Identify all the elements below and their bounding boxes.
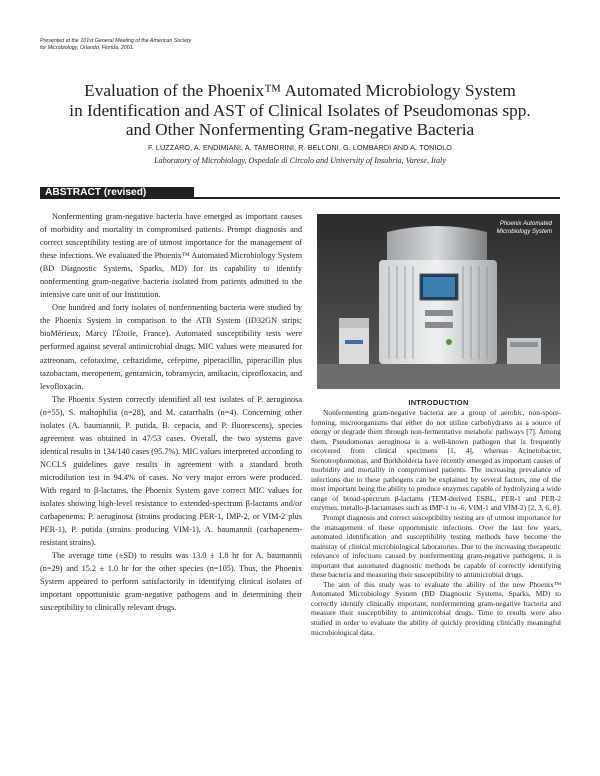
abstract-paragraph-2: One hundred and forty isolates of nonfermenting bacteria were studied by the Phoenix System in comparison to the ATB System (ID32GN strips; bioMérieux, Marcy l'Étoile, France). Automated susceptibility tests were performed against several antimicrobial drugs. MIC values were measured for aztreonam, cefotaxime, ceftazidime, cefepime, piperacillin, piperacillin plus tazobactam, meropenem, gentamicin, tobramycin, amikacin, ciprofloxacin, and levofloxacin. — [40, 303, 302, 391]
photo-caption — [497, 220, 552, 236]
photo-caption-line2: Microbiology System — [496, 229, 552, 235]
presentation-note — [40, 38, 340, 51]
abstract-header-bar — [40, 187, 560, 199]
abstract-paragraph-3: The Phoenix System correctly identified all test isolates of P. aeruginosa (n=55), S. maltophilia (n=28), and M. catarrhalis (n=4). Concerning other isolates (A. baumannii, P. putida, B. cepacia, and P. fluorescens), species agreement was obtained in 47/53 cases. Overall, the two systems gave identical results in 134/140 cases (95.7%). MIC values interpreted according to NCCLS guidelines gave results in agreement with a standard broth microdilution test in 94.4% of cases. No very major errors were produced. With regard to β-lactams, the Phoenix System gave correct MIC values for isolates showing high-level resistance to extended-spectrum β-lactams and/or carbapenems: P. aeruginosa (strains producing PER-1, IMP-2, or VIM-2 plus PER-1), P. putida (strains producing VIM-1), A. baumannii (carbapenem-resistant strains). — [40, 394, 302, 548]
introduction-paragraph-2: Prompt diagnosis and correct susceptibility testing are of utmost importance for the management of these opportunistic infections. Over the last few years, automated identification and susceptibility testing methods have become the mainstay of clinical microbiological laboratories. Due to the increasing therapeutic relevance of infections caused by nonfermenting gram-negative pathogens, it is important that automated diagnostic methods be capable of correctly identifying these bacteria and measuring their susceptibility to antimicrobial drugs. — [311, 513, 561, 580]
abstract-paragraph-4: The average time (±SD) to results was 13.0 ± 1.8 hr for A. baumannii (n=29) and 15.2 ± 1.0 hr for the other species (n=105). Thus, the Phoenix System appeared to perform satisfactorily in identifying clinical isolates of important opportunistic gram-negative pathogens and in determining their susceptibility to clinically relevant drugs. — [40, 551, 302, 613]
paper-title — [30, 81, 570, 140]
title-line-1: Evaluation of the Phoenix™ Automated Microbiology System — [84, 81, 516, 100]
instrument-photo — [317, 214, 560, 389]
abstract-paragraph-1: Nonfermenting gram-negative bacteria have emerged as important causes of morbidity and mortality in compromised patients. Prompt diagnosis and correct susceptibility testing are of utmost importance for the management of these infections. We evaluated the Phoenix™ Automated Microbiology System (BD Diagnostic Systems, Sparks, MD) for its capability to identify nonfermenting gram-negative bacteria isolated from patients admitted to the intensive care unit of our Institution. — [40, 212, 302, 300]
photo-caption-line1: Phoenix Automated — [499, 221, 552, 227]
author-list: F. LUZZARO, A. ENDIMIANI, A. TAMBORINI, R. BELLONI, G. LOMBARDI AND A. TONIOLO — [147, 143, 452, 152]
introduction-body — [311, 408, 561, 637]
affiliation: Laboratory of Microbiology, Ospedale di Circolo and University of Insubria, Varese, Italy — [154, 156, 446, 165]
abstract-rule — [194, 197, 560, 199]
presentation-note-line2: for Microbiology, Orlando, Florida, 2001. — [40, 44, 135, 51]
title-line-3: and Other Nonfermenting Gram-negative Bacteria — [125, 120, 475, 139]
introduction-heading: INTRODUCTION — [408, 398, 469, 407]
introduction-paragraph-3: The aim of this study was to evaluate the ability of the new Phoenix™ Automated Microbiology System (BD Diagnostic Systems, Sparks, MD) to correctly identify clinically important, nonfermenting gram-negative bacteria and measure their susceptibility to antimicrobial drugs. Time to results were also studied in order to evaluate the ability of quickly providing clinically meaningful microbiological data. — [311, 579, 561, 637]
presentation-note-line1: Presented at the 101st General Meeting of the American Society — [40, 38, 192, 44]
abstract-heading: ABSTRACT (revised) — [40, 187, 194, 199]
title-line-2: in Identification and AST of Clinical Isolates of Pseudomonas spp. — [69, 100, 531, 120]
introduction-paragraph-1: Nonfermenting gram-negative bacteria are a group of aerobic, non-spore-forming, microorganisms that either do not utilize carbohydrates as a source of energy or degrade them through non-fermentative metabolic pathways [7]. Among them, Pseudomonas aeruginosa is a well-known pathogen that is frequently recovered from clinical specimens [1, 4], whereas Acinetobacter, Stenotrophomonas, and Burkholderia have recently emerged as important causes of morbidity and mortality in compromised patients. The increasing prevalance of infections due to these pathogens can be explained by several factors, one of the most important being the ability to produce enzymes capable of hydrolyzing a wide range of broad-spectrum β-lactams (TEM-derived ESBL, PER-1 and PER-2 enzymes, metallo-β-lactamases such as IMP-1 to -6, VIM-1 and VIM-2) [2, 3, 6, 8]. — [311, 408, 561, 513]
abstract-body — [40, 210, 302, 614]
phoenix-instrument-illustration — [317, 214, 560, 389]
